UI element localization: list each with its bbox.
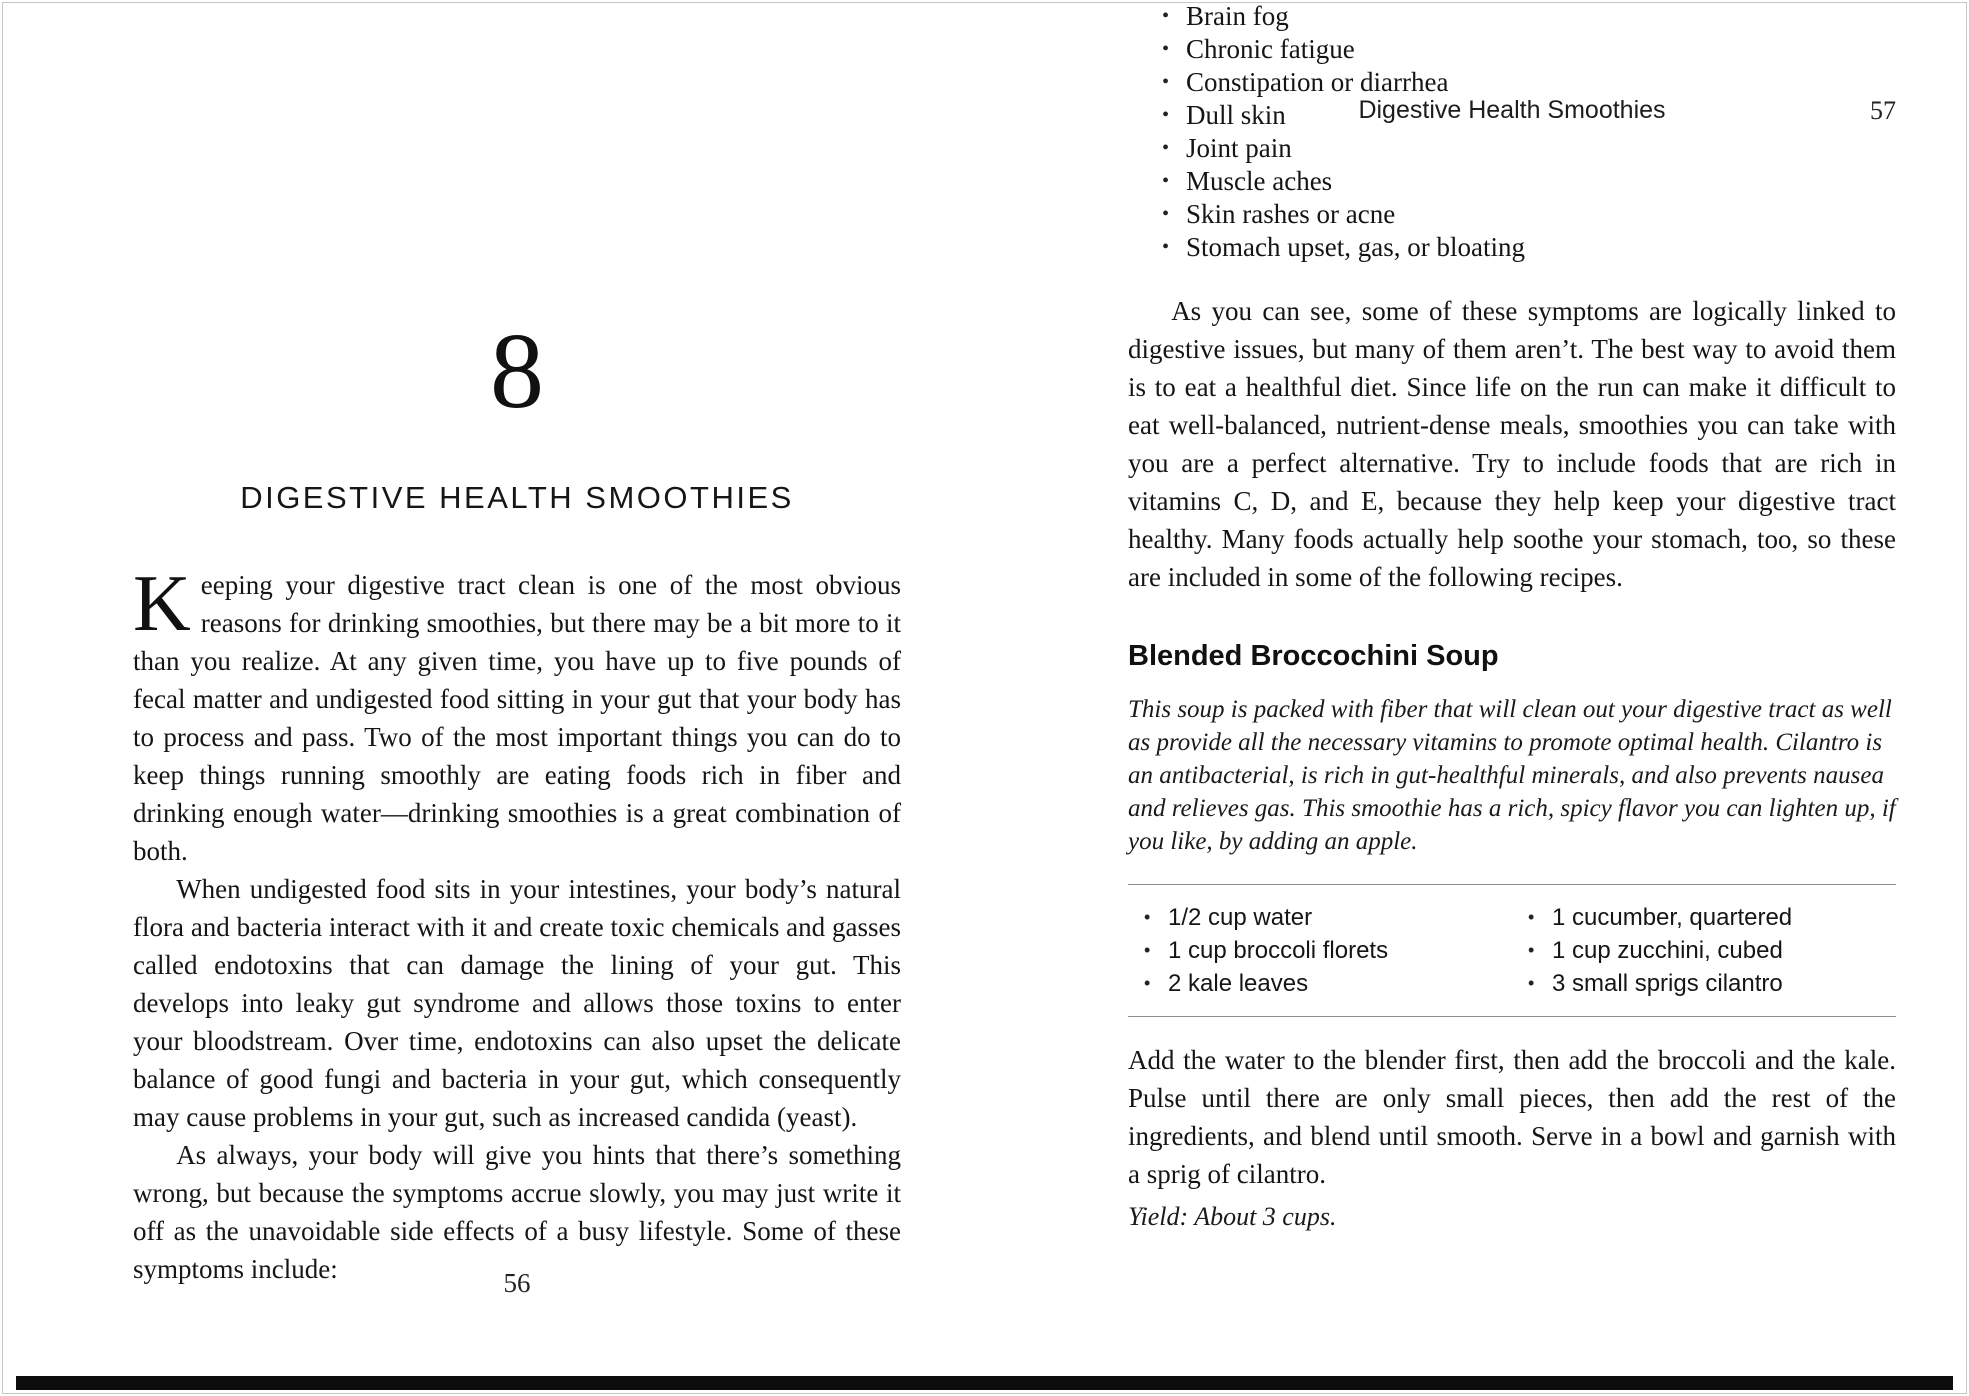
ingredients-column-2 bbox=[1512, 901, 1896, 1000]
scan-edge-bar bbox=[16, 1376, 1953, 1390]
recipe-description: This soup is packed with fiber that will clean out your digestive tract as well as provide all the necessary vitamins to promote optimal health. Cilantro is an antibacterial, is rich in gut-healthful minerals, and also prevents nausea and relieves gas. This smoothie has a rich, spicy flavor you can lighten up, if you like, by adding an apple. bbox=[1128, 696, 1896, 855]
chapter-paragraph-3: As always, your body will give you hints that there’s something wrong, but because the symptoms accrue slowly, you may just write it off as the unavoidable side effects of a busy lifestyle. Some of these symptoms include: bbox=[133, 1140, 901, 1284]
ingredient-item: • 1 cup broccoli florets bbox=[1144, 934, 1512, 967]
paragraph-text: eeping your digestive tract clean is one of the most obvious reasons for drinking smoothies, but there may be a bit more to it than you realize. At any given time, you have up to five pounds of fecal matter and undigested food sitting in your gut that your body has to process and pass. Two of the most important things you can do to keep things running smoothly are eating foods rich in fiber and drinking enough water—drinking smoothies is a great combination of both. bbox=[133, 570, 901, 866]
symptom-item: • Stomach upset, gas, or bloating bbox=[1162, 231, 1896, 264]
ingredient-item: • 3 small sprigs cilantro bbox=[1528, 967, 1896, 1000]
symptom-item: • Brain fog bbox=[1162, 0, 1896, 33]
symptom-item: • Chronic fatigue bbox=[1162, 33, 1896, 66]
symptoms-list bbox=[1128, 0, 1896, 264]
page-number-right: 57 bbox=[1870, 96, 1896, 125]
symptom-item: • Muscle aches bbox=[1162, 165, 1896, 198]
chapter-paragraph-2: When undigested food sits in your intestines, your body’s natural flora and bacteria interact with it and create toxic chemicals and gasses called endotoxins that can damage the lining of your gut. This develops into leaky gut syndrome and allows those toxins to enter your bloodstream. Over time, endotoxins can also upset the delicate balance of good fungi and bacteria in your gut, which consequently may cause problems in your gut, such as increased candida (yeast). bbox=[133, 874, 901, 1132]
ingredient-item: • 1 cup zucchini, cubed bbox=[1528, 934, 1896, 967]
recipe-yield: Yield: About 3 cups. bbox=[1128, 1202, 1337, 1231]
recipe-instructions: Add the water to the blender first, then add the broccoli and the kale. Pulse until there are only small pieces, then add the rest of the ingredients, and blend until smooth. Serve in a bowl and garnish with a sprig of cilantro. bbox=[1128, 1045, 1896, 1189]
symptom-item: • Constipation or diarrhea bbox=[1162, 66, 1896, 99]
recipe-title: Blended Broccochini Soup bbox=[1128, 640, 1499, 672]
chapter-paragraph-1 bbox=[133, 560, 901, 870]
running-header: Digestive Health Smoothies bbox=[1358, 96, 1666, 124]
ingredients-column-1 bbox=[1128, 901, 1512, 1000]
page-number-left: 56 bbox=[503, 1268, 531, 1298]
ingredients-box bbox=[1128, 884, 1896, 1017]
symptom-item: • Joint pain bbox=[1162, 132, 1896, 165]
right-page bbox=[1128, 0, 1896, 1235]
ingredient-item: • 2 kale leaves bbox=[1144, 967, 1512, 1000]
chapter-number: 8 bbox=[490, 312, 544, 431]
symptoms-paragraph: As you can see, some of these symptoms are logically linked to digestive issues, but many of them aren’t. The best way to avoid them is to eat a healthful diet. Since life on the run can make it difficult to eat well-balanced, nutrient-dense meals, smoothies you can take with you are a perfect alternative. Try to include foods that are rich in vitamins C, D, and E, because they help keep your digestive tract healthy. Many foods actually help soothe your stomach, too, so these are included in some of the following recipes. bbox=[1128, 296, 1896, 592]
symptom-item: • Skin rashes or acne bbox=[1162, 198, 1896, 231]
chapter-title: DIGESTIVE HEALTH SMOOTHIES bbox=[240, 480, 794, 515]
ingredient-item: • 1 cucumber, quartered bbox=[1528, 901, 1896, 934]
drop-cap: K bbox=[133, 560, 191, 648]
symptom-item: • Dull skin bbox=[1162, 99, 1896, 132]
left-page bbox=[133, 0, 901, 1288]
ingredient-item: • 1/2 cup water bbox=[1144, 901, 1512, 934]
